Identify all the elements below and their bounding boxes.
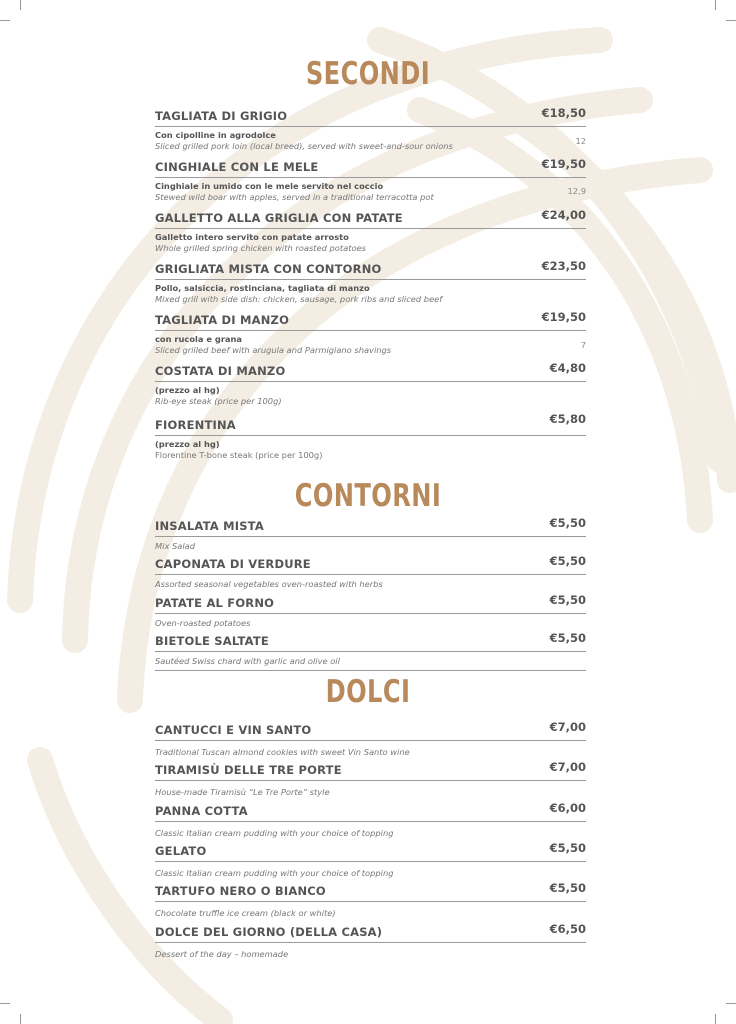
divider bbox=[155, 435, 586, 436]
item-description-english: Sliced grilled pork loin (local breed), served with sweet-and-sour onions bbox=[155, 141, 453, 151]
item-name: BIETOLE SALTATE bbox=[155, 634, 269, 648]
allergen-note: 12 bbox=[575, 136, 586, 146]
divider bbox=[155, 670, 586, 671]
menu-item bbox=[155, 208, 586, 253]
item-subtitle-italian: con rucola e grana bbox=[155, 334, 243, 344]
divider bbox=[155, 613, 586, 614]
item-name: PANNA COTTA bbox=[155, 804, 248, 818]
divider bbox=[155, 381, 586, 382]
menu-item bbox=[155, 157, 586, 202]
item-price: €18,50 bbox=[541, 106, 586, 120]
item-name: DOLCE DEL GIORNO (DELLA CASA) bbox=[155, 925, 383, 939]
divider bbox=[155, 574, 586, 575]
divider bbox=[155, 536, 586, 537]
menu-item bbox=[155, 593, 586, 628]
item-price: €24,00 bbox=[541, 208, 586, 222]
divider bbox=[155, 780, 586, 781]
menu-item bbox=[155, 259, 586, 304]
divider bbox=[155, 942, 586, 943]
item-subtitle-italian: Galletto intero servito con patate arrosto bbox=[155, 232, 349, 242]
item-price: €19,50 bbox=[541, 157, 586, 171]
divider bbox=[155, 126, 586, 127]
item-price: €5,80 bbox=[549, 412, 586, 426]
item-name: TIRAMISÙ DELLE TRE PORTE bbox=[155, 763, 342, 777]
item-description: Oven-roasted potatoes bbox=[155, 618, 251, 628]
item-subtitle-italian: (prezzo al hg) bbox=[155, 439, 220, 449]
item-name: COSTATA DI MANZO bbox=[155, 364, 286, 378]
item-price: €6,50 bbox=[549, 922, 586, 936]
item-name: GALLETTO ALLA GRIGLIA CON PATATE bbox=[155, 211, 403, 225]
item-price: €5,50 bbox=[549, 554, 586, 568]
divider bbox=[155, 279, 586, 280]
item-price: €7,00 bbox=[549, 760, 586, 774]
item-name: CINGHIALE CON LE MELE bbox=[155, 160, 319, 174]
item-description-english: Stewed wild boar with apples, served in a traditional terracotta pot bbox=[155, 192, 434, 202]
divider bbox=[155, 861, 586, 862]
item-price: €5,50 bbox=[549, 881, 586, 895]
item-price: €5,50 bbox=[549, 516, 586, 530]
item-price: €4,80 bbox=[549, 361, 586, 375]
item-name: GELATO bbox=[155, 844, 207, 858]
item-description-english: Florentine T-bone steak (price per 100g) bbox=[155, 450, 323, 460]
menu-item bbox=[155, 554, 586, 589]
menu-item bbox=[155, 760, 586, 797]
item-description: Classic Italian cream pudding with your choice of topping bbox=[155, 828, 394, 838]
allergen-note: 12,9 bbox=[567, 186, 586, 196]
divider bbox=[155, 821, 586, 822]
item-description: Chocolate truffle ice cream (black or white) bbox=[155, 908, 336, 918]
item-description: Sautéed Swiss chard with garlic and olive oil bbox=[155, 656, 340, 666]
menu-item bbox=[155, 361, 586, 406]
item-price: €19,50 bbox=[541, 310, 586, 324]
item-description: Mix Salad bbox=[155, 541, 196, 551]
divider bbox=[155, 651, 586, 652]
item-price: €7,00 bbox=[549, 720, 586, 734]
section-title-dolci: DOLCI bbox=[325, 674, 411, 710]
menu-item bbox=[155, 801, 586, 838]
item-description-english: Mixed grill with side dish: chicken, sausage, pork ribs and sliced beef bbox=[155, 294, 443, 304]
item-description-english: Sliced grilled beef with arugula and Parmigiano shavings bbox=[155, 345, 392, 355]
item-name: PATATE AL FORNO bbox=[155, 596, 275, 610]
menu-item bbox=[155, 516, 586, 551]
divider bbox=[155, 228, 586, 229]
item-price: €5,50 bbox=[549, 593, 586, 607]
divider bbox=[155, 740, 586, 741]
item-subtitle-italian: (prezzo al hg) bbox=[155, 385, 220, 395]
menu-item bbox=[155, 881, 586, 918]
item-description: House-made Tiramisù “Le Tre Porte” style bbox=[155, 787, 330, 797]
item-price: €23,50 bbox=[541, 259, 586, 273]
item-name: CAPONATA DI VERDURE bbox=[155, 557, 311, 571]
item-name: CANTUCCI E VIN SANTO bbox=[155, 723, 312, 737]
item-name: TAGLIATA DI GRIGIO bbox=[155, 109, 288, 123]
item-description-english: Whole grilled spring chicken with roasted potatoes bbox=[155, 243, 366, 253]
menu-item bbox=[155, 631, 586, 671]
item-name: TAGLIATA DI MANZO bbox=[155, 313, 290, 327]
section-title-secondi: SECONDI bbox=[305, 56, 431, 92]
item-price: €5,50 bbox=[549, 631, 586, 645]
menu-item bbox=[155, 106, 586, 151]
item-description: Classic Italian cream pudding with your choice of topping bbox=[155, 868, 394, 878]
item-description: Assorted seasonal vegetables oven-roasted with herbs bbox=[155, 579, 383, 589]
divider bbox=[155, 330, 586, 331]
divider bbox=[155, 177, 586, 178]
item-description-english: Rib-eye steak (price per 100g) bbox=[155, 396, 282, 406]
item-name: INSALATA MISTA bbox=[155, 519, 264, 533]
item-name: GRIGLIATA MISTA CON CONTORNO bbox=[155, 262, 382, 276]
item-description: Dessert of the day – homemade bbox=[155, 949, 289, 959]
item-subtitle-italian: Cinghiale in umido con le mele servito nel coccio bbox=[155, 181, 384, 191]
section-title-contorni: CONTORNI bbox=[294, 478, 442, 514]
item-price: €5,50 bbox=[549, 841, 586, 855]
allergen-note: 7 bbox=[580, 340, 586, 350]
menu-item bbox=[155, 841, 586, 878]
menu-item bbox=[155, 310, 586, 355]
item-description: Traditional Tuscan almond cookies with sweet Vin Santo wine bbox=[155, 747, 410, 757]
item-subtitle-italian: Pollo, salsiccia, rostinciana, tagliata di manzo bbox=[155, 283, 370, 293]
item-name: TARTUFO NERO O BIANCO bbox=[155, 884, 326, 898]
divider bbox=[155, 901, 586, 902]
menu-item bbox=[155, 922, 586, 959]
menu-item bbox=[155, 720, 586, 757]
menu-item bbox=[155, 412, 586, 460]
item-name: FIORENTINA bbox=[155, 418, 236, 432]
item-price: €6,00 bbox=[549, 801, 586, 815]
item-subtitle-italian: Con cipolline in agrodolce bbox=[155, 130, 276, 140]
